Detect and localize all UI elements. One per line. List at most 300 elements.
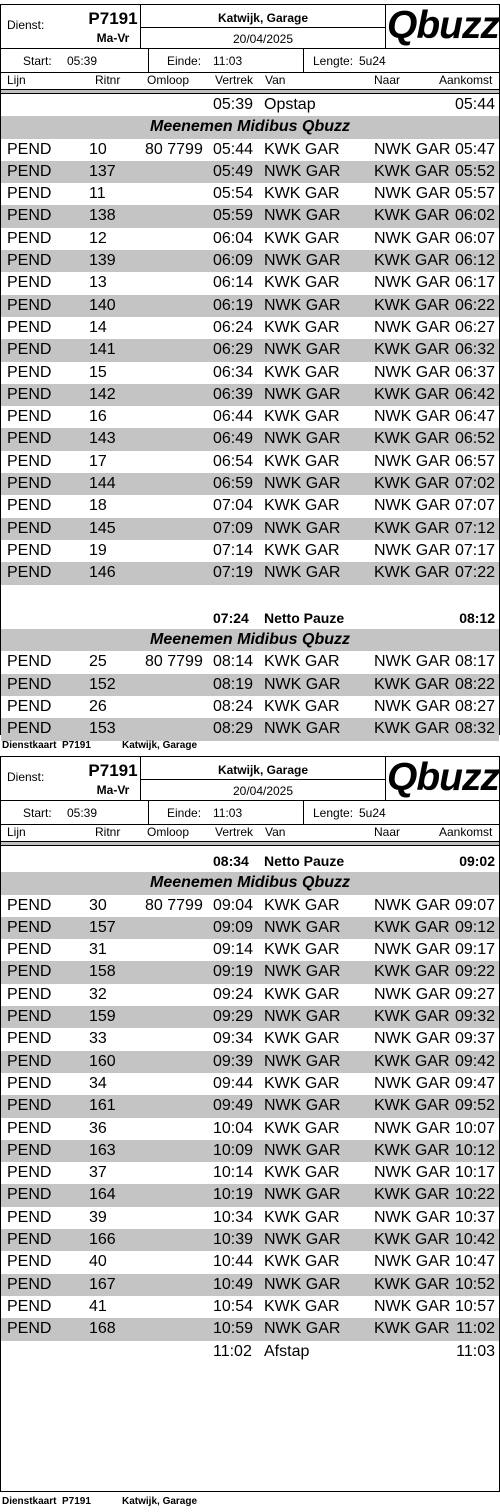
cell-naar: KWK GAR <box>374 1231 450 1249</box>
cell-lijn: PEND <box>7 1119 52 1137</box>
cell-naar: KWK GAR <box>374 1052 450 1070</box>
cell-vertrek: 07:19 <box>213 564 254 582</box>
cell-vertrek: 06:29 <box>213 341 254 359</box>
cell-lijn: PEND <box>7 698 52 716</box>
cell-lijn: PEND <box>7 274 52 292</box>
cell-aankomst: 07:17 <box>454 541 495 559</box>
cell-van: NWK GAR <box>264 963 341 981</box>
divider <box>148 801 149 824</box>
cell-aankomst: 10:22 <box>454 1186 495 1204</box>
cell-aankomst: 09:27 <box>454 985 495 1003</box>
cell-van: NWK GAR <box>264 1186 341 1204</box>
trip-row <box>1 1296 499 1318</box>
cell-ritnr: 137 <box>89 162 116 180</box>
cell-ritnr: 18 <box>89 497 107 515</box>
cell-ritnr: 36 <box>89 1119 107 1137</box>
cell-lijn: PEND <box>7 1297 52 1315</box>
cell-aankomst: 06:57 <box>454 452 495 470</box>
cell-vertrek: 10:49 <box>213 1275 254 1293</box>
col-ritnr: Ritnr <box>95 73 121 87</box>
cell-naar: NWK GAR <box>374 140 451 158</box>
cell-aankomst: 08:17 <box>454 653 495 671</box>
cell-lijn: PEND <box>7 408 52 426</box>
cell-lijn: PEND <box>7 1074 52 1092</box>
cell-vertrek: 06:09 <box>213 252 254 270</box>
cell-van: NWK GAR <box>264 519 341 537</box>
dienst-code: P7191 <box>88 761 138 780</box>
length-label: Lengte: <box>313 54 354 68</box>
cell-ritnr: 166 <box>89 1231 116 1249</box>
cell-ritnr: 12 <box>89 229 107 247</box>
cell-ritnr: 160 <box>89 1052 116 1070</box>
cell-aankomst: 05:47 <box>454 140 495 158</box>
cell-aankomst: 07:07 <box>454 497 495 515</box>
trip-row <box>1 139 499 161</box>
cell-aankomst: 09:07 <box>454 896 495 914</box>
duty-summary <box>1 801 499 825</box>
cell-vertrek: 08:34 <box>213 853 249 869</box>
cell-naar: KWK GAR <box>374 296 450 314</box>
cell-ritnr: 152 <box>89 675 116 693</box>
cell-vertrek: 10:44 <box>213 1253 254 1271</box>
cell-vertrek: 10:04 <box>213 1119 254 1137</box>
cell-aankomst: 06:52 <box>454 430 495 448</box>
col-lijn: Lijn <box>7 73 26 87</box>
cell-aankomst: 07:02 <box>454 475 495 493</box>
trip-row <box>1 1274 499 1296</box>
trip-row <box>1 161 499 183</box>
trip-row <box>1 495 499 517</box>
cell-naar: KWK GAR <box>374 475 450 493</box>
cell-lijn: PEND <box>7 185 52 203</box>
cell-ritnr: 158 <box>89 963 116 981</box>
cell-vertrek: 10:09 <box>213 1141 254 1159</box>
cell-ritnr: 34 <box>89 1074 107 1092</box>
trip-row <box>1 540 499 562</box>
cell-vertrek: 05:54 <box>213 185 254 203</box>
cell-van: NWK GAR <box>264 207 341 225</box>
cell-lijn: PEND <box>7 207 52 225</box>
cell-aankomst: 06:32 <box>454 341 495 359</box>
card-header <box>1 5 499 49</box>
cell-vertrek: 06:04 <box>213 229 254 247</box>
cell-van: NWK GAR <box>264 385 341 403</box>
cell-naar: NWK GAR <box>374 1119 451 1137</box>
cell-lijn: PEND <box>7 1097 52 1115</box>
cell-lijn: PEND <box>7 1008 52 1026</box>
column-headers <box>1 825 499 841</box>
cell-omloop: 80 7799 <box>145 896 203 914</box>
section-title: Meenemen Midibus Qbuzz <box>149 874 350 892</box>
cell-lijn: PEND <box>7 252 52 270</box>
cell-aankomst: 07:22 <box>454 564 495 582</box>
cell-van: NWK GAR <box>264 918 341 936</box>
cell-vertrek: 10:39 <box>213 1231 254 1249</box>
cell-vertrek: 09:19 <box>213 963 254 981</box>
cell-naar: NWK GAR <box>374 1208 451 1226</box>
trip-row <box>1 939 499 961</box>
trip-row <box>1 1318 499 1340</box>
cell-vertrek: 06:34 <box>213 363 254 381</box>
cell-ritnr: 10 <box>89 140 107 158</box>
col-van: Van <box>265 73 286 87</box>
cell-naar: KWK GAR <box>374 564 450 582</box>
cell-lijn: PEND <box>7 1141 52 1159</box>
cell-aankomst: 10:47 <box>454 1253 495 1271</box>
footer-label: Dienstkaart <box>2 1496 57 1507</box>
cell-ritnr: 31 <box>89 941 107 959</box>
cell-van: NWK GAR <box>264 1231 341 1249</box>
cell-vertrek: 06:54 <box>213 452 254 470</box>
trip-row <box>1 428 499 450</box>
cell-lijn: PEND <box>7 653 52 671</box>
cell-vertrek: 08:24 <box>213 698 254 716</box>
cell-van: KWK GAR <box>264 1164 340 1182</box>
column-headers <box>1 73 499 89</box>
cell-van: NWK GAR <box>264 162 341 180</box>
cell-aankomst: 11:03 <box>456 1342 495 1360</box>
divider <box>303 801 304 824</box>
cell-vertrek: 09:24 <box>213 985 254 1003</box>
col-van: Van <box>265 825 286 839</box>
cell-lijn: PEND <box>7 140 52 158</box>
cell-vertrek: 10:54 <box>213 1297 254 1315</box>
cell-van: KWK GAR <box>264 1074 340 1092</box>
cell-naar: KWK GAR <box>374 430 450 448</box>
depot-location: Katwijk, Garage <box>217 763 309 777</box>
cell-van: NWK GAR <box>264 1008 341 1026</box>
cell-naar: KWK GAR <box>374 385 450 403</box>
cell-naar: NWK GAR <box>374 185 451 203</box>
cell-van: NWK GAR <box>264 430 341 448</box>
trip-row <box>1 674 499 696</box>
section-header <box>1 629 499 651</box>
trip-table <box>1 94 499 741</box>
cell-van: KWK GAR <box>264 185 340 203</box>
cell-naar: NWK GAR <box>374 1030 451 1048</box>
cell-van: KWK GAR <box>264 698 340 716</box>
cell-lijn: PEND <box>7 1186 52 1204</box>
pause-row <box>1 607 499 629</box>
cell-lijn: PEND <box>7 363 52 381</box>
cell-aankomst: 05:57 <box>454 185 495 203</box>
trip-row <box>1 1051 499 1073</box>
cell-naar: KWK GAR <box>374 1320 450 1338</box>
col-omloop: Omloop <box>147 73 190 87</box>
cell-ritnr: 11 <box>89 185 106 203</box>
cell-naar: KWK GAR <box>374 1141 450 1159</box>
divider <box>303 49 304 72</box>
footer-code: P7191 <box>62 740 91 751</box>
dienst-label: Dienst: <box>7 770 45 784</box>
duty-card-1 <box>0 4 500 738</box>
cell-naar: KWK GAR <box>374 675 450 693</box>
cell-vertrek: 09:14 <box>213 941 254 959</box>
cell-naar: KWK GAR <box>374 1097 450 1115</box>
cell-aankomst: 09:22 <box>454 963 495 981</box>
cell-van: KWK GAR <box>264 1297 340 1315</box>
cell-ritnr: 164 <box>89 1186 116 1204</box>
trip-row <box>1 895 499 917</box>
cell-vertrek: 08:19 <box>213 675 254 693</box>
cell-van: KWK GAR <box>264 274 340 292</box>
event-row <box>1 1341 499 1363</box>
cell-ritnr: 144 <box>89 475 116 493</box>
trip-row <box>1 1162 499 1184</box>
cell-lijn: PEND <box>7 497 52 515</box>
cell-ritnr: 139 <box>89 252 116 270</box>
cell-vertrek: 07:24 <box>213 609 249 626</box>
cell-ritnr: 161 <box>89 1097 116 1115</box>
cell-lijn: PEND <box>7 541 52 559</box>
cell-aankomst: 08:27 <box>454 698 495 716</box>
cell-van: KWK GAR <box>264 941 340 959</box>
cell-ritnr: 32 <box>89 985 107 1003</box>
cell-naar: NWK GAR <box>374 653 451 671</box>
section-header <box>1 872 499 894</box>
cell-vertrek: 10:14 <box>213 1164 254 1182</box>
cell-aankomst: 09:02 <box>459 853 495 869</box>
cell-van: KWK GAR <box>264 1119 340 1137</box>
cell-van: Netto Pauze <box>264 609 345 626</box>
end-time: 11:03 <box>213 806 243 820</box>
cell-aankomst: 09:17 <box>454 941 495 959</box>
qbuzz-logo: Qbuzz <box>387 4 499 47</box>
cell-lijn: PEND <box>7 229 52 247</box>
cell-ritnr: 30 <box>89 896 107 914</box>
cell-van: NWK GAR <box>264 252 341 270</box>
trip-row <box>1 1140 499 1162</box>
cell-ritnr: 138 <box>89 207 116 225</box>
cell-van: NWK GAR <box>264 296 341 314</box>
cell-lijn: PEND <box>7 896 52 914</box>
cell-aankomst: 10:57 <box>454 1297 495 1315</box>
cell-lijn: PEND <box>7 918 52 936</box>
cell-lijn: PEND <box>7 385 52 403</box>
cell-ritnr: 40 <box>89 1253 107 1271</box>
footer-location: Katwijk, Garage <box>122 740 198 751</box>
cell-ritnr: 33 <box>89 1030 107 1048</box>
cell-aankomst: 10:17 <box>454 1164 495 1182</box>
cell-lijn: PEND <box>7 1320 52 1338</box>
cell-vertrek: 09:44 <box>213 1074 254 1092</box>
cell-aankomst: 06:27 <box>454 318 495 336</box>
cell-naar: NWK GAR <box>374 1297 451 1315</box>
cell-lijn: PEND <box>7 1208 52 1226</box>
trip-row <box>1 228 499 250</box>
trip-row <box>1 518 499 540</box>
col-vertrek: Vertrek <box>215 825 254 839</box>
cell-vertrek: 07:14 <box>213 541 254 559</box>
cell-lijn: PEND <box>7 1164 52 1182</box>
cell-vertrek: 09:04 <box>213 896 254 914</box>
length-value: 5u24 <box>359 806 386 820</box>
cell-vertrek: 09:49 <box>213 1097 254 1115</box>
cell-van: Netto Pauze <box>264 853 345 869</box>
trip-row <box>1 1207 499 1229</box>
cell-vertrek: 10:19 <box>213 1186 254 1204</box>
cell-van: NWK GAR <box>264 564 341 582</box>
cell-aankomst: 06:22 <box>454 296 495 314</box>
footer-location: Katwijk, Garage <box>122 1496 198 1507</box>
cell-vertrek: 07:09 <box>213 519 254 537</box>
cell-naar: KWK GAR <box>374 720 450 738</box>
start-time: 05:39 <box>67 806 98 820</box>
cell-ritnr: 140 <box>89 296 116 314</box>
start-label: Start: <box>23 806 52 820</box>
dienst-label: Dienst: <box>7 18 45 32</box>
cell-ritnr: 26 <box>89 698 107 716</box>
trip-row <box>1 473 499 495</box>
spacer-row <box>1 585 499 607</box>
trip-row <box>1 1229 499 1251</box>
cell-naar: NWK GAR <box>374 698 451 716</box>
cell-aankomst: 06:02 <box>454 207 495 225</box>
cell-naar: KWK GAR <box>374 1186 450 1204</box>
cell-van: KWK GAR <box>264 497 340 515</box>
cell-aankomst: 09:52 <box>454 1097 495 1115</box>
cell-van: KWK GAR <box>264 140 340 158</box>
divider <box>141 27 385 28</box>
cell-aankomst: 09:32 <box>454 1008 495 1026</box>
col-aankomst: Aankomst <box>439 825 493 839</box>
trip-row <box>1 917 499 939</box>
cell-naar: NWK GAR <box>374 452 451 470</box>
cell-lijn: PEND <box>7 1030 52 1048</box>
cell-van: KWK GAR <box>264 363 340 381</box>
length-label: Lengte: <box>313 806 354 820</box>
trip-row <box>1 1251 499 1273</box>
section-header <box>1 116 499 138</box>
cell-aankomst: 08:32 <box>454 720 495 738</box>
cell-van: KWK GAR <box>264 452 340 470</box>
trip-table <box>1 850 499 1363</box>
section-title: Meenemen Midibus Qbuzz <box>149 631 350 649</box>
cell-lijn: PEND <box>7 675 52 693</box>
cell-van: KWK GAR <box>264 408 340 426</box>
duty-summary <box>1 49 499 73</box>
cell-naar: NWK GAR <box>374 363 451 381</box>
cell-naar: NWK GAR <box>374 541 451 559</box>
service-days: Ma-Vr <box>96 783 130 797</box>
trip-row <box>1 696 499 718</box>
cell-ritnr: 168 <box>89 1320 116 1338</box>
cell-lijn: PEND <box>7 564 52 582</box>
cell-van: KWK GAR <box>264 318 340 336</box>
cell-aankomst: 06:42 <box>454 385 495 403</box>
cell-vertrek: 09:09 <box>213 918 254 936</box>
cell-ritnr: 15 <box>89 363 107 381</box>
cell-van: KWK GAR <box>264 1208 340 1226</box>
header-bar <box>1 841 499 846</box>
cell-van: KWK GAR <box>264 541 340 559</box>
cell-lijn: PEND <box>7 318 52 336</box>
footer-code: P7191 <box>62 1496 91 1507</box>
cell-lijn: PEND <box>7 1052 52 1070</box>
cell-naar: NWK GAR <box>374 318 451 336</box>
trip-row <box>1 406 499 428</box>
trip-row <box>1 205 499 227</box>
cell-aankomst: 06:07 <box>454 229 495 247</box>
cell-aankomst: 11:02 <box>456 1320 495 1338</box>
col-omloop: Omloop <box>147 825 190 839</box>
cell-ritnr: 41 <box>89 1297 107 1315</box>
col-ritnr: Ritnr <box>95 825 121 839</box>
service-days: Ma-Vr <box>96 31 130 45</box>
cell-van: NWK GAR <box>264 1320 341 1338</box>
cell-van: KWK GAR <box>264 653 340 671</box>
cell-lijn: PEND <box>7 296 52 314</box>
trip-row <box>1 1095 499 1117</box>
cell-naar: KWK GAR <box>374 207 450 225</box>
trip-row <box>1 1006 499 1028</box>
col-naar: Naar <box>374 73 401 87</box>
cell-vertrek: 09:34 <box>213 1030 254 1048</box>
cell-van: NWK GAR <box>264 341 341 359</box>
cell-ritnr: 17 <box>89 452 107 470</box>
cell-vertrek: 08:14 <box>213 653 254 671</box>
cell-van: NWK GAR <box>264 1141 341 1159</box>
qbuzz-logo: Qbuzz <box>387 756 499 799</box>
trip-row <box>1 295 499 317</box>
cell-aankomst: 07:12 <box>454 519 495 537</box>
cell-aankomst: 06:37 <box>454 363 495 381</box>
cell-lijn: PEND <box>7 1275 52 1293</box>
cell-ritnr: 142 <box>89 385 116 403</box>
depot-location: Katwijk, Garage <box>217 11 309 25</box>
cell-van: KWK GAR <box>264 229 340 247</box>
trip-row <box>1 1118 499 1140</box>
cell-lijn: PEND <box>7 475 52 493</box>
cell-aankomst: 06:47 <box>454 408 495 426</box>
card-date: 20/04/2025 <box>232 32 294 46</box>
col-vertrek: Vertrek <box>215 73 254 87</box>
cell-aankomst: 06:12 <box>454 252 495 270</box>
col-aankomst: Aankomst <box>439 73 493 87</box>
cell-lijn: PEND <box>7 941 52 959</box>
cell-ritnr: 14 <box>89 318 107 336</box>
cell-vertrek: 09:39 <box>213 1052 254 1070</box>
cell-lijn: PEND <box>7 430 52 448</box>
cell-aankomst: 08:22 <box>454 675 495 693</box>
cell-van: KWK GAR <box>264 1030 340 1048</box>
cell-lijn: PEND <box>7 720 52 738</box>
cell-lijn: PEND <box>7 162 52 180</box>
cell-naar: KWK GAR <box>374 252 450 270</box>
trip-row <box>1 718 499 740</box>
trip-row <box>1 250 499 272</box>
cell-naar: KWK GAR <box>374 162 450 180</box>
cell-van: NWK GAR <box>264 720 341 738</box>
cell-lijn: PEND <box>7 985 52 1003</box>
trip-row <box>1 362 499 384</box>
end-time: 11:03 <box>213 54 243 68</box>
cell-vertrek: 10:59 <box>213 1320 254 1338</box>
cell-aankomst: 10:37 <box>454 1208 495 1226</box>
cell-ritnr: 25 <box>89 653 107 671</box>
start-time: 05:39 <box>67 54 98 68</box>
start-label: Start: <box>23 54 52 68</box>
cell-aankomst: 10:42 <box>454 1231 495 1249</box>
col-naar: Naar <box>374 825 401 839</box>
cell-aankomst: 08:12 <box>459 609 495 626</box>
col-lijn: Lijn <box>7 825 26 839</box>
cell-van: KWK GAR <box>264 896 340 914</box>
card-date: 20/04/2025 <box>232 784 294 798</box>
cell-aankomst: 09:12 <box>454 918 495 936</box>
cell-lijn: PEND <box>7 452 52 470</box>
cell-naar: NWK GAR <box>374 408 451 426</box>
